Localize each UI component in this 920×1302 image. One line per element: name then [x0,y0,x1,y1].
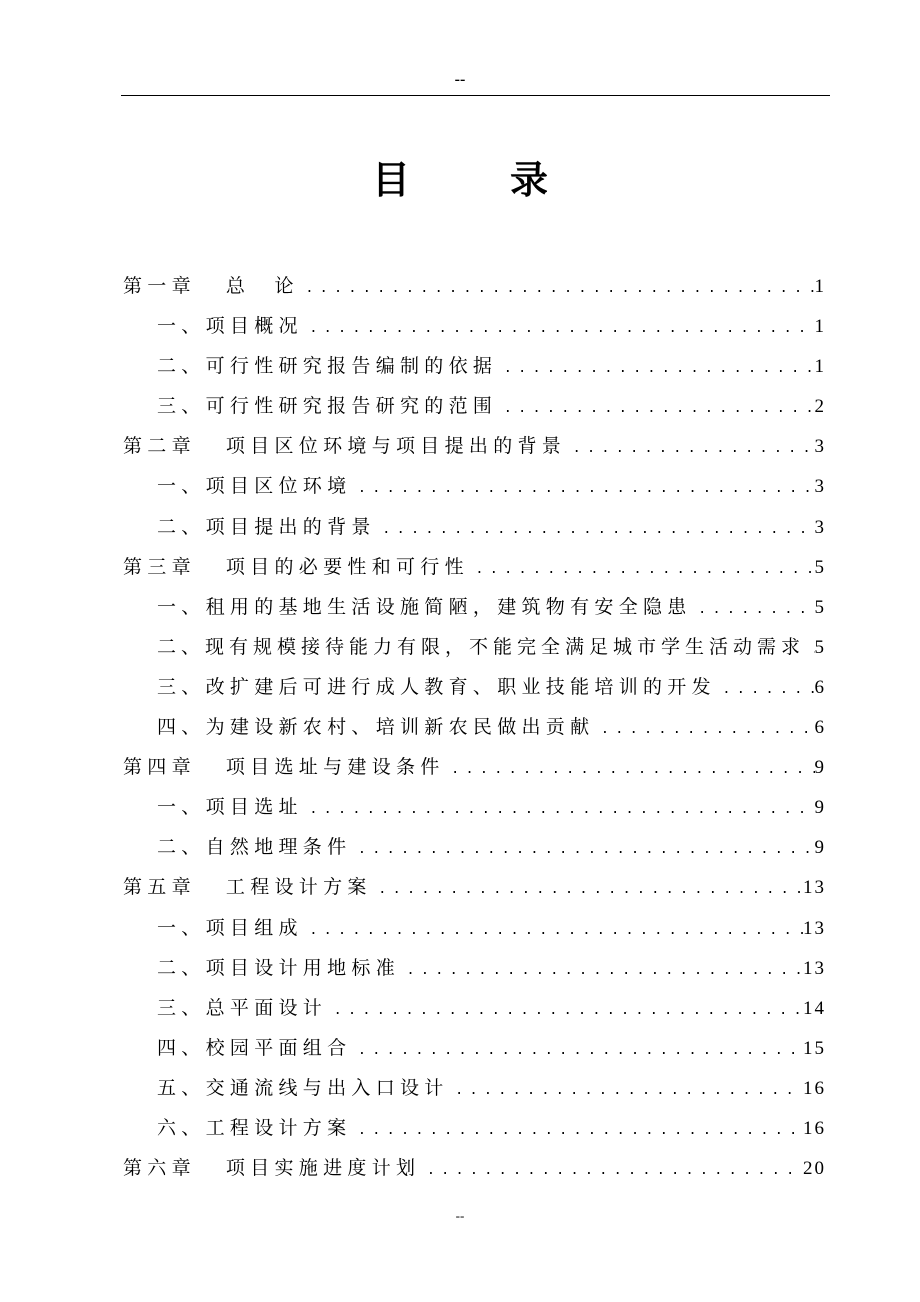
toc-entry-title: 项目选址与建设条件 [225,756,445,779]
toc-page-number: 9 [814,837,826,859]
toc-section-entry[interactable] [123,908,826,948]
toc-entry-title: 自然地理条件 [205,836,352,859]
section-number: 六、 [157,1116,206,1139]
toc-entry-title: 改扩建后可进行成人教育、职业技能培训的开发 [205,675,716,698]
chapter-number: 第二章 [123,435,196,458]
toc-section-entry[interactable] [123,948,826,988]
toc-chapter-entry[interactable] [123,426,826,466]
section-number: 一、 [157,916,206,939]
toc-page-number: 5 [814,556,826,578]
section-number: 二、 [157,515,206,538]
toc-page-number: 13 [803,957,826,979]
toc-entry-title: 工程设计方案 [225,876,372,899]
dot-leader [351,1108,803,1149]
dot-leader [716,667,815,708]
dot-leader [497,346,814,387]
toc-page-number: 9 [814,797,826,819]
toc-section-entry[interactable] [123,787,826,827]
toc-section-entry[interactable] [123,627,826,667]
toc-page-number: 2 [814,396,826,418]
toc-entry-label [157,1108,351,1148]
section-number: 二、 [157,956,206,979]
toc-entry-label [157,306,303,346]
page-footer-mark: -- [455,1208,465,1223]
toc-entry-label [157,988,327,1028]
toc-section-entry[interactable] [123,1068,826,1108]
toc-chapter-entry[interactable] [123,747,826,787]
dot-leader [805,627,814,668]
toc-page-number: 6 [814,676,826,698]
toc-page-number: 3 [814,436,826,458]
chapter-number: 第四章 [123,756,196,779]
toc-page-number: 1 [814,356,826,378]
toc-entry-title: 项目区位环境与项目提出的背景 [225,435,567,458]
toc-chapter-entry[interactable] [123,547,826,587]
toc-entry-label [157,466,351,506]
dot-leader [400,948,803,989]
toc-page-number: 3 [814,516,826,538]
toc-entry-title: 为建设新农村、培训新农民做出贡献 [205,716,595,739]
toc-section-entry[interactable] [123,667,826,707]
toc-chapter-entry[interactable] [123,1148,826,1188]
section-number: 二、 [157,635,206,658]
toc-entry-title: 可行性研究报告编制的依据 [205,355,498,378]
section-number: 三、 [157,395,206,418]
toc-section-entry[interactable] [123,707,826,747]
dot-leader [299,266,815,307]
toc-entry-label [157,948,400,988]
toc-entry-title: 交通流线与出入口设计 [205,1076,449,1099]
toc-section-entry[interactable] [123,1108,826,1148]
toc-page-number: 13 [803,917,826,939]
toc-entry-label [157,827,351,867]
toc-entry-title: 租用的基地生活设施简陋，建筑物有安全隐患 [205,595,692,618]
dot-leader [420,1148,803,1189]
dot-leader [594,707,814,748]
toc-entry-label [123,266,299,306]
toc-section-entry[interactable] [123,346,826,386]
toc-entry-label [157,386,497,426]
section-number: 一、 [157,475,206,498]
toc-entry-title: 项目的必要性和可行性 [225,555,469,578]
page-header-mark: -- [454,71,466,88]
section-number: 三、 [157,996,206,1019]
toc-chapter-entry[interactable] [123,867,826,907]
dot-leader [351,1028,803,1069]
dot-leader [497,386,814,427]
toc-page-number: 16 [803,1077,826,1099]
toc-entry-title: 项目实施进度计划 [225,1157,421,1180]
dot-leader [303,908,803,949]
toc-page-number: 1 [814,276,826,297]
toc-section-entry[interactable] [123,827,826,867]
toc-page-number: 20 [803,1158,826,1180]
toc-entry-title: 项目设计用地标准 [205,956,401,979]
toc-entry-label [157,627,805,667]
section-number: 二、 [157,836,206,859]
toc-entry-title: 项目提出的背景 [205,515,376,538]
toc-page-number: 13 [803,877,826,899]
toc-entry-title: 项目区位环境 [205,475,352,498]
toc-entry-title: 可行性研究报告研究的范围 [205,395,498,418]
toc-entry-label [157,908,303,948]
toc-entry-label [157,1028,351,1068]
header-rule [121,95,830,96]
toc-entry-title: 项目组成 [205,916,303,939]
chapter-number: 第五章 [123,876,196,899]
table-of-contents [123,266,826,1188]
toc-section-entry[interactable] [123,306,826,346]
toc-page-number: 15 [803,1037,826,1059]
toc-page-number: 5 [814,636,826,658]
toc-entry-label [123,1148,420,1188]
dot-leader [376,507,815,548]
dot-leader [445,747,815,788]
dot-leader [692,587,815,628]
toc-entry-label [123,747,445,787]
dot-leader [327,988,803,1029]
toc-page-number: 14 [803,997,826,1019]
toc-entry-label [123,867,372,907]
toc-page-number: 1 [814,316,826,338]
section-number: 三、 [157,675,206,698]
toc-entry-label [157,787,303,827]
section-number: 一、 [157,796,206,819]
toc-section-entry[interactable] [123,988,826,1028]
page-title: 目录 [371,158,648,202]
toc-entry-label [157,1068,449,1108]
toc-page-number: 5 [814,596,826,618]
toc-section-entry[interactable] [123,466,826,506]
toc-entry-label [157,667,716,707]
toc-chapter-entry[interactable] [123,266,826,306]
toc-section-entry[interactable] [123,587,826,627]
section-number: 四、 [157,1036,206,1059]
section-number: 四、 [157,716,206,739]
toc-section-entry[interactable] [123,507,826,547]
dot-leader [303,306,815,347]
chapter-number: 第一章 [123,275,196,297]
toc-entry-title: 工程设计方案 [205,1116,352,1139]
toc-entry-label [157,507,376,547]
dot-leader [372,867,803,908]
chapter-number: 第六章 [123,1157,196,1180]
dot-leader [351,827,814,868]
toc-entry-title: 总平面设计 [205,996,328,1019]
toc-page-number: 6 [814,717,826,739]
dot-leader [303,787,815,828]
toc-entry-title: 项目选址 [205,796,303,819]
toc-entry-label [123,547,469,587]
toc-entry-title: 现有规模接待能力有限，不能完全满足城市学生活动需求 [205,635,806,658]
section-number: 一、 [157,315,206,338]
section-number: 五、 [157,1076,206,1099]
toc-section-entry[interactable] [123,1028,826,1068]
dot-leader [449,1068,803,1109]
dot-leader [469,547,815,588]
toc-entry-label [157,587,692,627]
toc-entry-title: 项目概况 [205,315,303,338]
section-number: 二、 [157,355,206,378]
chapter-number: 第三章 [123,555,196,578]
toc-entry-label [157,707,594,747]
toc-section-entry[interactable] [123,386,826,426]
toc-page-number: 3 [814,476,826,498]
toc-page-number: 16 [803,1117,826,1139]
toc-entry-title: 总 论 [225,275,299,297]
dot-leader [566,426,814,467]
toc-entry-label [157,346,497,386]
toc-entry-title: 校园平面组合 [205,1036,352,1059]
toc-page-number: 9 [814,757,826,779]
dot-leader [351,466,814,507]
section-number: 一、 [157,595,206,618]
toc-entry-label [123,426,566,466]
